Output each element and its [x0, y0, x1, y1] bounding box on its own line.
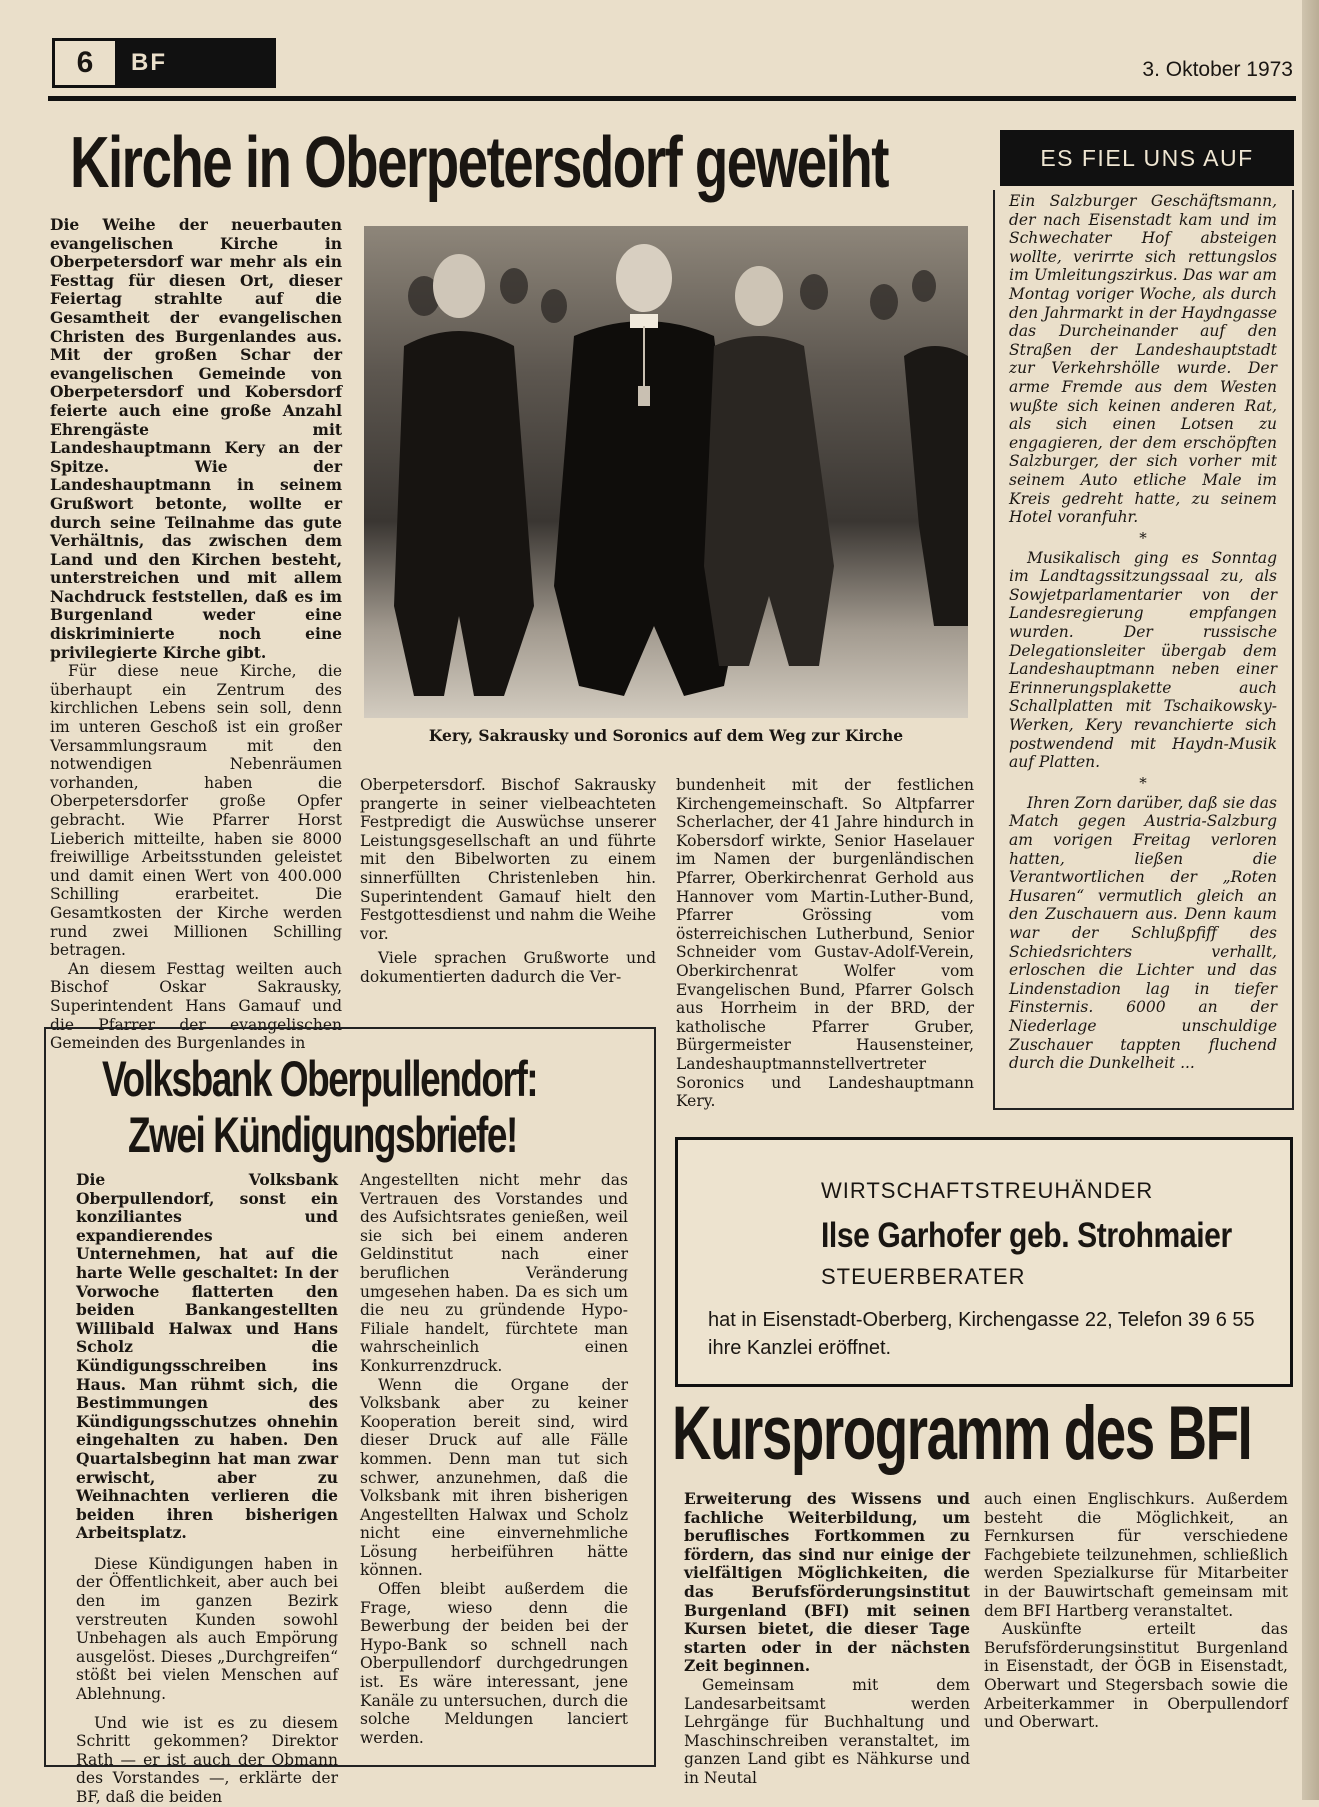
- article1-lead: Die Weihe der neuerbauten evangelischen Kirche in Oberpetersdorf war mehr als ein Festtag für diesen Ort, dieser Feiertag strahlte auf die Gesamtheit der evangelischen Christen des Burgenlandes aus. Mit der großen Schar der evangelischen Gemeinde von Oberpetersdorf und Kobersdorf feierte auch eine große Anzahl Ehrengäste mit Landeshauptmann Kery an der Spitze. Wie der Landeshauptmann in seinem Grußwort betonte, wollte er durch seine Teilnahme das gute Verhältnis, das zwischen dem Land und den Kirchen besteht, unterstreichen und mit allem Nachdruck feststellen, daß es im Burgenland weder eine diskriminierte noch eine privilegierte Kirche gibt.: [50, 215, 342, 662]
- advertisement: [675, 1137, 1293, 1387]
- sidebar-paragraph-3: Ihren Zorn darüber, daß sie das Match gegen Austria-Salzburg am vorigen Freitag verloren hatten, ließen die Verantwortlichen der „Roten Husaren“ vermutlich gleich an den Zuschauern aus. Denn kaum war der Schlußpfiff des Schiedsrichters verhallt, erloschen die Lichter und das Lindenstadion lag in tiefer Finsternis. 6000 an der Niederlage unschuldige Zuschauer tappten fluchend durch die Dunkelheit ...: [1009, 793, 1277, 1073]
- article1-column-1: [50, 216, 342, 1053]
- article1-headline: Kirche in Oberpetersdorf geweiht: [70, 123, 888, 203]
- article1-paragraph-3: Oberpetersdorf. Bischof Sakrausky prangerte in seiner vielbeachteten Festpredigt die Auswüchse unserer Leistungsgesellschaft an und führte mit den Bibelworten zu einem sinnerfüllten Christenleben hin. Superintendent Gamauf hielt den Festgottesdienst und nahm die Weihe vor.: [360, 776, 656, 943]
- article1-column-2: [360, 776, 656, 987]
- top-rule: [48, 96, 1296, 101]
- article2-box: [44, 1027, 656, 1806]
- sidebar-star-2: *: [1139, 773, 1147, 792]
- ad-address: hat in Eisenstadt-Oberberg, Kirchengasse 22, Telefon 39 6 55 ihre Kanzlei eröffnet.: [708, 1309, 1255, 1359]
- sidebar-paragraph-2: Musikalisch ging es Sonntag im Landtagssitzungssaal zu, als Sowjetparlamentarier von der Landesregierung empfangen wurden. Der russische Delegationsleiter übergab dem Landeshauptmann neben einer Erinnerungsplakette auch Schallplatten mit Tschaikowsky-Werken, Kery revanchierte sich postwendend mit Haydn-Musik auf Platten.: [1009, 548, 1277, 772]
- article3-lead: Erweiterung des Wissens und fachliche Weiterbildung, um beruflisches Fortkommen zu fördern, das sind nur einige der vielfältigen Möglichkeiten, die das Berufsförderungsinstitut Burgenland (BFI) mit seinen Kursen bietet, die dieser Tage starten oder in der nächsten Zeit beginnen.: [684, 1489, 970, 1676]
- news-photo: [364, 226, 968, 718]
- article3-paragraph-2: auch einen Englischkurs. Außerdem besteht die Möglichkeit, an Fernkursen für verschiedene Fachgebiete teilzunehmen, schließlich werden Spezialkurse für Mitarbeiter in der Bauwirtschaft gemeinsam mit dem BFI Hartberg veranstaltet.: [984, 1490, 1288, 1620]
- article3-column-1: [684, 1490, 970, 1788]
- article2-paragraph-4: Wenn die Organe der Volksbank aber zu keiner Kooperation bereit sind, wird dieser Druck auf alle Fälle kommen. Denn man tut sich schwer, anzunehmen, daß die Volksbank mit ihren bisherigen Angestellten Halwax und Scholz nicht eine einvernehmliche Lösung herbeiführen hätte können.: [360, 1375, 628, 1580]
- article1-paragraph-5: bundenheit mit der festlichen Kirchengemeinschaft. So Altpfarrer Scherlacher, der 41 Jahre hindurch in Kobersdorf wirkte, Senior Haselauer im Namen der burgenländischen Pfarrer, Oberkirchenrat Gerhold aus Hannover vom Martin-Luther-Bund, Pfarrer Grössing vom österreichischen Lutherbund, Senior Schneider vom Gustav-Adolf-Verein, Oberkirchenrat Wolfer vom Evangelischen Bund, Pfarrer Golsch aus Horrheim in der BRD, der katholische Pfarrer Gruber, Bürgermeister Hausensteiner, Landeshauptmannstellvertreter Soronics und Landeshauptmann Kery.: [676, 776, 974, 1111]
- article2-headline-line-1: Volksbank Oberpullendorf:: [102, 1051, 538, 1107]
- article2-headline-line-2: Zwei Kündigungsbriefe!: [128, 1107, 517, 1163]
- page-number-box: [52, 38, 276, 88]
- article3-column-2: [984, 1490, 1288, 1732]
- article1-paragraph-4: Viele sprachen Grußworte und dokumentierten dadurch die Ver-: [360, 949, 656, 986]
- article2-paragraph-2: Und wie ist es zu diesem Schritt gekommen? Direktor Rath — er ist auch der Obmann des Vorstandes —, erklärte der BF, daß die beiden: [76, 1713, 338, 1806]
- article2-column-2: [360, 1171, 628, 1747]
- issue-date: 3. Oktober 1973: [1142, 58, 1293, 81]
- article3-headline: Kursprogramm des BFI: [672, 1391, 1252, 1476]
- sidebar-header: ES FIEL UNS AUF: [1000, 130, 1294, 186]
- article2-paragraph-3: Angestellten nicht mehr das Vertrauen des Vorstandes und des Aufsichtsrates genießen, weil sie sich bei einem anderen Geldinstitut nach einer beruflichen Veränderung umgesehen haben. Da es sich um die neu zu gründende Hypo-Filiale handelt, fürchtete man wahrscheinlich einen Konkurrenzdruck.: [360, 1171, 628, 1375]
- sidebar-box: [993, 190, 1294, 1110]
- photo-caption: Kery, Sakrausky und Soronics auf dem Weg zur Kirche: [428, 726, 904, 745]
- section-name: BF: [131, 49, 167, 76]
- article1-paragraph-1: Für diese neue Kirche, die überhaupt ein Zentrum des kirchlichen Lebens sein soll, denn im unteren Geschoß ist ein großer Versammlungsraum mit den notwendigen Nebenräumen vorhanden, haben die Oberpetersdorfer große Opfer gebracht. Wie Pfarrer Horst Lieberich mitteilte, haben sie 8000 freiwillige Arbeitsstunden geleistet und damit einen Wert von 400.000 Schilling erarbeitet. Die Gesamtkosten der Kirche werden rund zwei Millionen Schilling betragen.: [50, 662, 342, 960]
- article2-paragraph-1: Diese Kündigungen haben in der Öffentlichkeit, aber auch bei den im ganzen Bezirk verstreuten Kunden sowohl Unbehagen als auch Empörung ausgelöst. Dieses „Durchgreifen“ stößt bei vielen Menschen auf Ablehnung.: [76, 1554, 338, 1704]
- ad-profession: WIRTSCHAFTSTREUHÄNDER: [821, 1178, 1154, 1203]
- article3-paragraph-1: Gemeinsam mit dem Landesarbeitsamt werden Lehrgänge für Buchhaltung und Maschinschreiben veranstaltet, im ganzen Land gibt es Nähkurse und in Neutal: [684, 1675, 970, 1787]
- sidebar-paragraph-1: Ein Salzburger Geschäftsmann, der nach Eisenstadt kam und im Schwechater Hof absteigen wollte, verirrte sich rettungslos im Umleitungszirkus. Das war am Montag voriger Woche, als durch den Jahrmarkt in der Haydngasse das Durcheinander auf den Straßen der Landeshauptstadt zur Verkehrshölle wurde. Der arme Fremde aus dem Westen wußte sich keinen anderen Rat, als sich einen Lotsen zu engagieren, der dem erschöpften Salzburger, der sich vorher mit seinem Auto etliche Male im Kreis gedreht hatte, zu seinem Hotel voranfuhr.: [1009, 192, 1277, 527]
- article1-column-3: [676, 776, 974, 1111]
- article1-paragraph-2: An diesem Festtag weilten auch Bischof Oskar Sakrausky, Superintendent Hans Gamauf und die Pfarrer der evangelischen Gemeinden des Burgenlandes in: [50, 959, 342, 1053]
- photo-people-illustration: [364, 226, 968, 718]
- ad-name: Ilse Garhofer geb. Strohmaier: [821, 1216, 1232, 1255]
- article2-lead: Die Volksbank Oberpullendorf, sonst ein konziliantes und expandierendes Unternehmen, hat auf die harte Welle geschaltet: In der Vorwoche flatterten den beiden Bankangestellten Willibald Halwax und Hans Scholz die Kündigungsschreiben ins Haus. Man rühmt sich, die Bestimmungen des Kündigungsschutzes ohnehin eingehalten zu haben. Den Quartalsbeginn hat man zwar erwischt, aber zu Weihnachten verlieren die beiden ihren bisherigen Arbeitsplatz.: [76, 1170, 338, 1543]
- page-number: 6: [55, 41, 115, 85]
- sidebar-star-1: *: [1139, 528, 1147, 547]
- article2-column-1: [76, 1171, 338, 1807]
- article2-paragraph-5: Offen bleibt außerdem die Frage, wieso denn die Bewerbung der beiden bei der Hypo-Bank so schnell nach Oberpullendorf durchgedrungen ist. Es wäre interessant, jene Kanäle zu untersuchen, durch die solche Meldungen lanciert werden.: [360, 1580, 628, 1747]
- article3-paragraph-3: Auskünfte erteilt das Berufsförderungsinstitut Burgenland in Eisenstadt, der ÖGB in Eisenstadt, Oberwart und Stegersbach sowie die Arbeiterkammer in Oberpullendorf und Oberwart.: [984, 1620, 1288, 1732]
- page-edge-shadow: [1302, 0, 1319, 1800]
- ad-title: STEUERBERATER: [821, 1264, 1026, 1289]
